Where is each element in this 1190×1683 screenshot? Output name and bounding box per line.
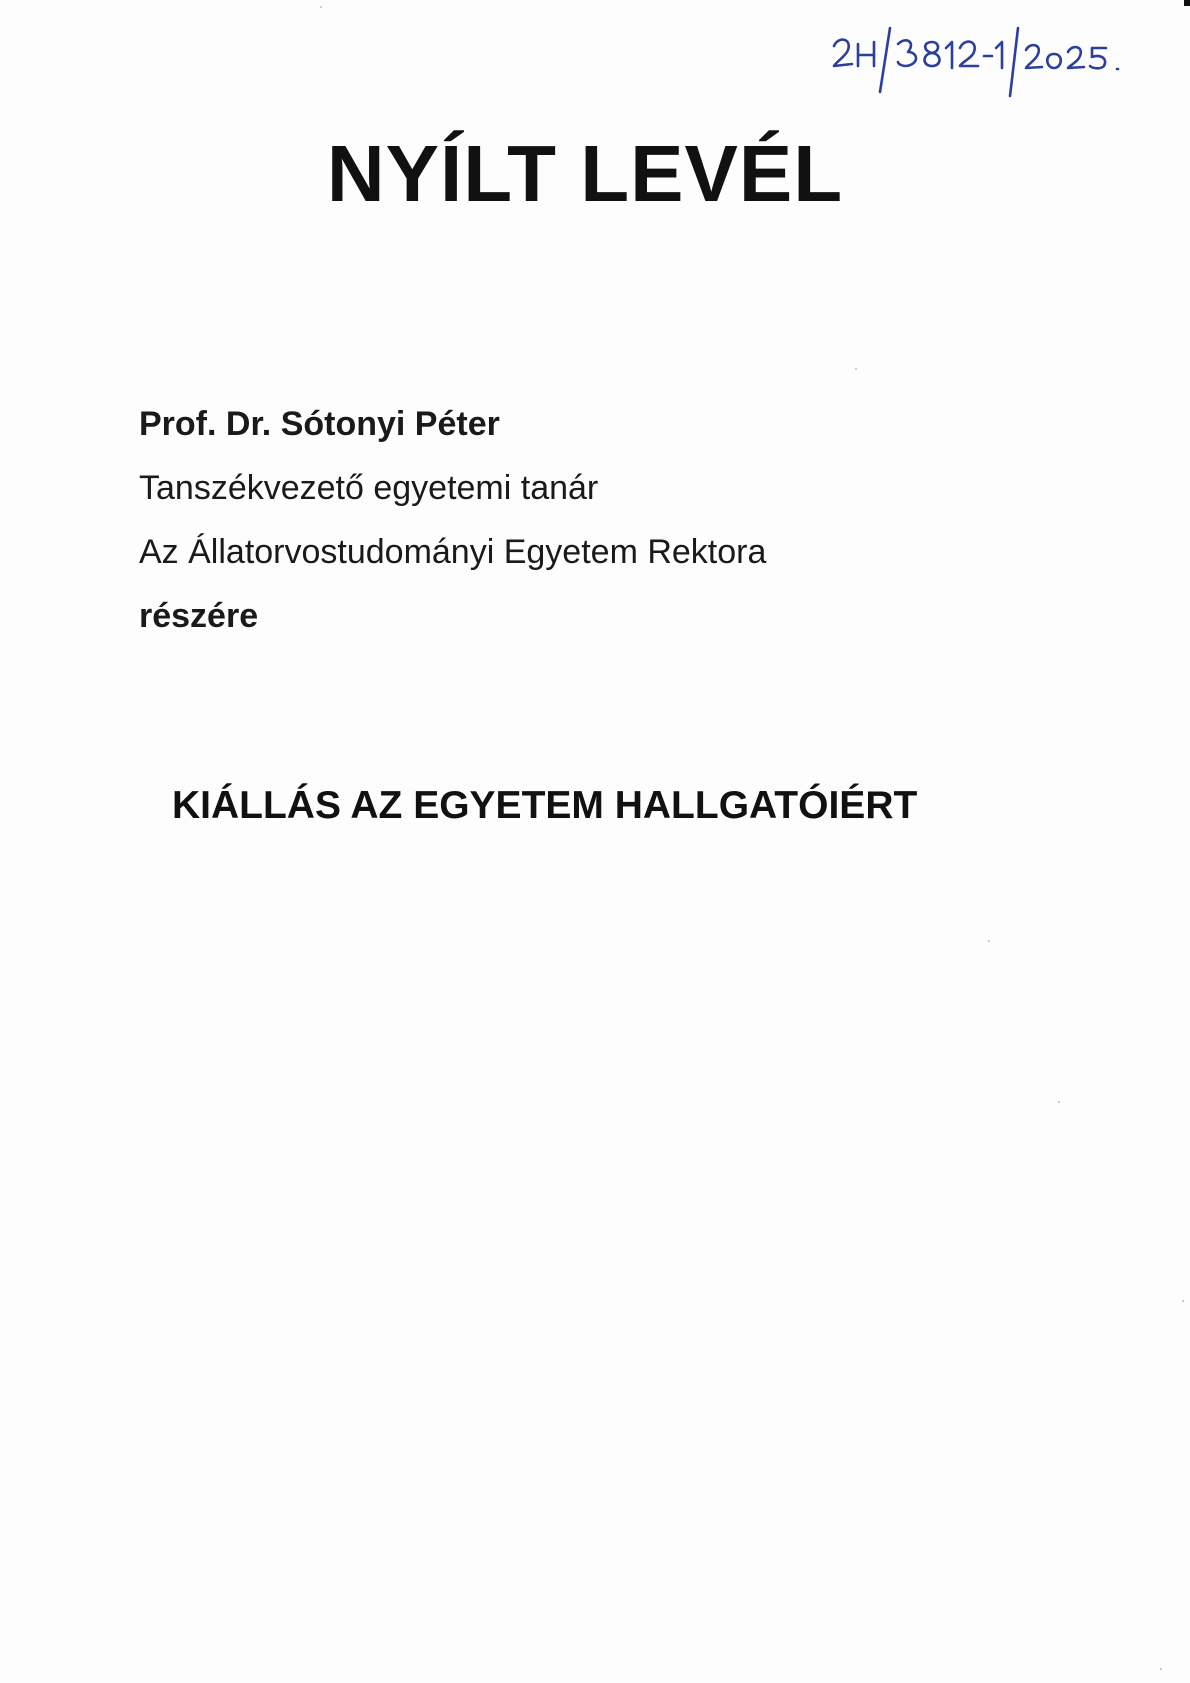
scan-speck [1182, 1300, 1184, 1302]
scan-speck [1160, 1668, 1162, 1670]
scan-edge-mark [1184, 0, 1190, 6]
scan-speck [988, 940, 990, 942]
scan-speck [1058, 1101, 1060, 1103]
addressee-name: Prof. Dr. Sótonyi Péter [139, 405, 500, 443]
letter-title: NYÍLT LEVÉL [326, 129, 844, 218]
addressee-for: részére [139, 597, 259, 635]
scan-speck [855, 368, 857, 370]
letter-subject: KIÁLLÁS AZ EGYETEM HALLGATÓIÉRT [172, 784, 918, 827]
handwritten-reference-number [828, 24, 1128, 104]
handwritten-reference-drawing [828, 24, 1128, 104]
addressee-block [139, 392, 766, 648]
scan-speck [320, 6, 322, 8]
addressee-institution: Az Állatorvostudományi Egyetem Rektora [139, 533, 767, 571]
addressee-position: Tanszékvezető egyetemi tanár [139, 469, 599, 507]
